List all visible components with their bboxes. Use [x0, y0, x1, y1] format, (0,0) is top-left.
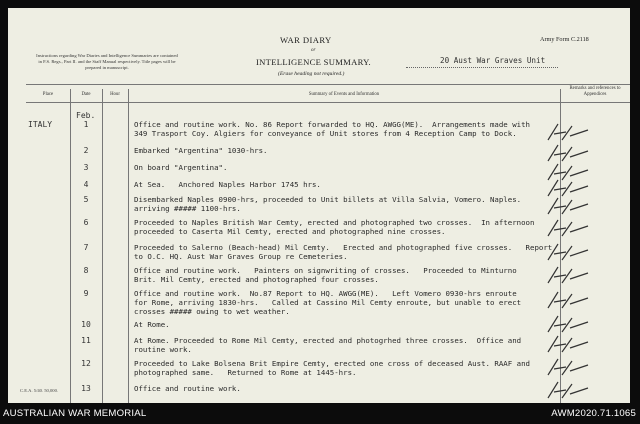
instructions-text: Instructions regarding War Diaries and Intelligence Summaries are contained in F.S. Regs., Part II. and the Staff Manual respectively. Title pages will be prepared in manuscript.	[36, 53, 178, 70]
entry-text: Office and routine work. No. 86 Report forwarded to HQ. AWGG(ME). Arrangements made with 349 Trasport Coy. Algiers for conveyance of Unit stores from 4 Reception Camp to Dock.	[134, 120, 531, 138]
entry-day: 1	[83, 120, 89, 129]
col-hour: Hour	[110, 92, 120, 97]
col-remarks: Remarks and references to Appendices	[569, 86, 621, 97]
place-italy: ITALY	[28, 120, 53, 129]
diary-title: WAR DIARY	[280, 35, 332, 45]
entry-text: Embarked "Argentina" 1030-hrs.	[134, 146, 268, 155]
entry-day: 8	[83, 266, 89, 275]
signature-initials	[544, 332, 614, 354]
col-place: Place	[42, 92, 54, 97]
entry-day: 2	[83, 146, 89, 155]
form-code: C.E.A. 5/40. 50,000.	[20, 388, 59, 393]
col-rule-3	[128, 89, 129, 403]
entry-text: Office and routine work. Painters on signwriting of crosses. Proceeded to Minturno Brit. Mil Cemty, erected and photographed four crosses.	[134, 266, 517, 284]
diary-subtitle: INTELLIGENCE SUMMARY.	[256, 57, 371, 67]
col-summary: Summary of Events and Information	[308, 92, 380, 97]
entry-text: At Rome. Proceeded to Rome Mil Cemty, erected and photogrhed three crosses. Office and routine work.	[134, 336, 522, 354]
army-form: Army Form C.2118	[540, 36, 589, 43]
title-or: or	[311, 48, 316, 53]
entry-text: Office and routine work. No.87 Report to HQ. AWGG(ME). Left Vomero 0930-hrs enroute for Rome, arriving 1830-hrs. Called at Cassino Mil Cemty enroute, but unable to erect crosses ##### owing to wet weather.	[134, 289, 522, 316]
entry-day: 12	[81, 359, 91, 368]
footer-right: AWM2020.71.1065	[551, 408, 636, 419]
signature-initials	[544, 378, 614, 400]
signature-initials	[544, 288, 614, 310]
signature-initials	[544, 240, 614, 262]
unit-underline	[406, 67, 558, 68]
entry-day: 5	[83, 195, 89, 204]
diary-page	[8, 8, 630, 403]
entry-text: At Sea. Anchored Naples Harbor 1745 hrs.	[134, 180, 321, 189]
entry-day: 6	[83, 218, 89, 227]
entry-day: 9	[83, 289, 89, 298]
signature-initials	[544, 355, 614, 377]
erase-note: (Erase heading not required.)	[278, 71, 345, 77]
entry-day: 7	[83, 243, 89, 252]
entry-text: At Rome.	[134, 320, 170, 329]
entry-text: Proceeded to Lake Bolsena Brit Empire Cemty, erected one cross of deceased Aust. RAAF and photographed same. Returned to Rome at 1445-hrs.	[134, 359, 531, 377]
signature-initials	[544, 312, 614, 334]
entry-day: 4	[83, 180, 89, 189]
entry-day: 10	[81, 320, 91, 329]
entry-day: 11	[81, 336, 91, 345]
month-feb: Feb.	[76, 111, 96, 120]
entry-text: On board "Argentina".	[134, 163, 228, 172]
signature-initials	[544, 216, 614, 238]
table-header-rule	[26, 102, 630, 103]
entry-day: 13	[81, 384, 91, 393]
signature-initials	[544, 120, 614, 142]
table-top-rule	[26, 84, 630, 85]
signature-initials	[544, 194, 614, 216]
col-rule-2	[102, 89, 103, 403]
entry-day: 3	[83, 163, 89, 172]
entry-text: Proceeded to Salerno (Beach-head) Mil Cemty. Erected and photographed five crosses. Report to O.C. HQ. Aust War Graves Group re Cemeteries.	[134, 243, 553, 261]
col-date: Date	[81, 92, 91, 97]
entry-text: Office and routine work.	[134, 384, 241, 393]
signature-initials	[544, 263, 614, 285]
entry-text: Proceeded to Naples British War Cemty, erected and photographed two crosses. In afternoon proceeded to Caserta Mil Cemty, erected and photographed nine crosses.	[134, 218, 535, 236]
footer-left: AUSTRALIAN WAR MEMORIAL	[3, 408, 147, 419]
unit-name: 20 Aust War Graves Unit	[440, 56, 546, 65]
entry-text: Disembarked Naples 0900-hrs, proceeded to Unit billets at Villa Salvia, Vomero. Naples. arriving ##### 1100-hrs.	[134, 195, 522, 213]
